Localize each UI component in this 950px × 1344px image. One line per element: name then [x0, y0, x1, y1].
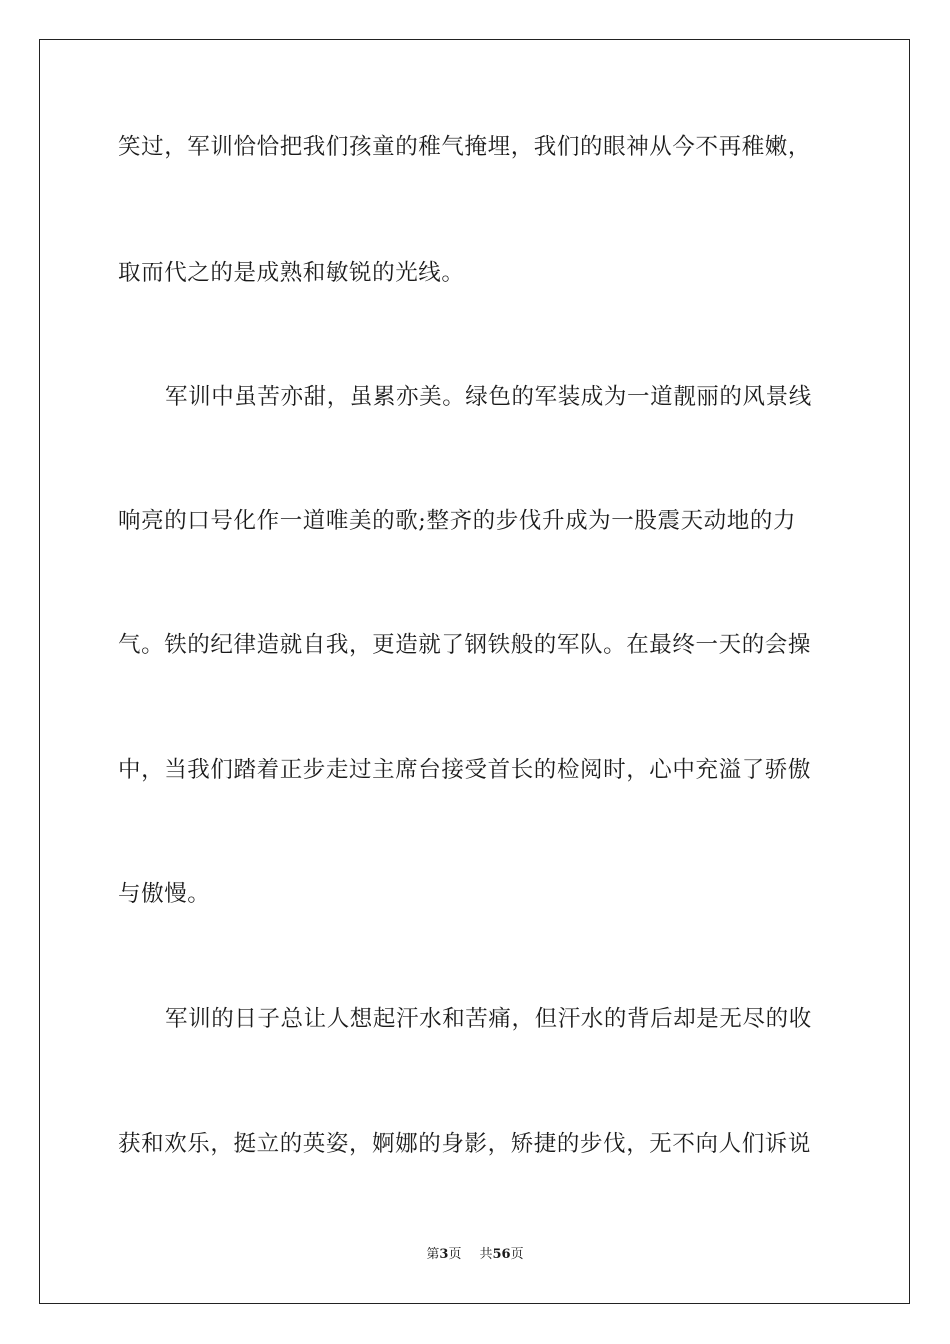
total-suffix: 页 [510, 1247, 524, 1262]
total-prefix: 共 [479, 1247, 493, 1262]
body-text-line-1: 笑过，军训恰恰把我们孩童的稚气掩埋，我们的眼神从今不再稚嫩， [118, 134, 812, 160]
body-text-line-2: 取而代之的是成熟和敏锐的光线。 [118, 260, 465, 286]
page-prefix: 第 [426, 1247, 440, 1262]
total-pages: 56 [492, 1247, 511, 1262]
body-text-line-5: 气。铁的纪律造就自我，更造就了钢铁般的军队。在最终一天的会操 [118, 632, 812, 658]
page-suffix: 页 [448, 1247, 462, 1262]
body-text-line-3: 军训中虽苦亦甜，虽累亦美。绿色的军装成为一道靓丽的风景线 [165, 384, 812, 410]
body-text-line-9: 获和欢乐，挺立的英姿，婀娜的身影，矫捷的步伐，无不向人们诉说 [118, 1131, 812, 1157]
body-text-line-6: 中，当我们踏着正步走过主席台接受首长的检阅时，心中充溢了骄傲 [118, 757, 812, 783]
page-footer [0, 1246, 950, 1264]
body-text-line-7: 与傲慢。 [118, 881, 211, 907]
body-text-line-8: 军训的日子总让人想起汗水和苦痛，但汗水的背后却是无尽的收 [165, 1006, 812, 1032]
page-border [39, 39, 910, 1304]
body-text-line-4: 响亮的口号化作一道唯美的歌;整齐的步伐升成为一股震天动地的力 [118, 508, 797, 534]
page-number: 3 [439, 1247, 449, 1262]
